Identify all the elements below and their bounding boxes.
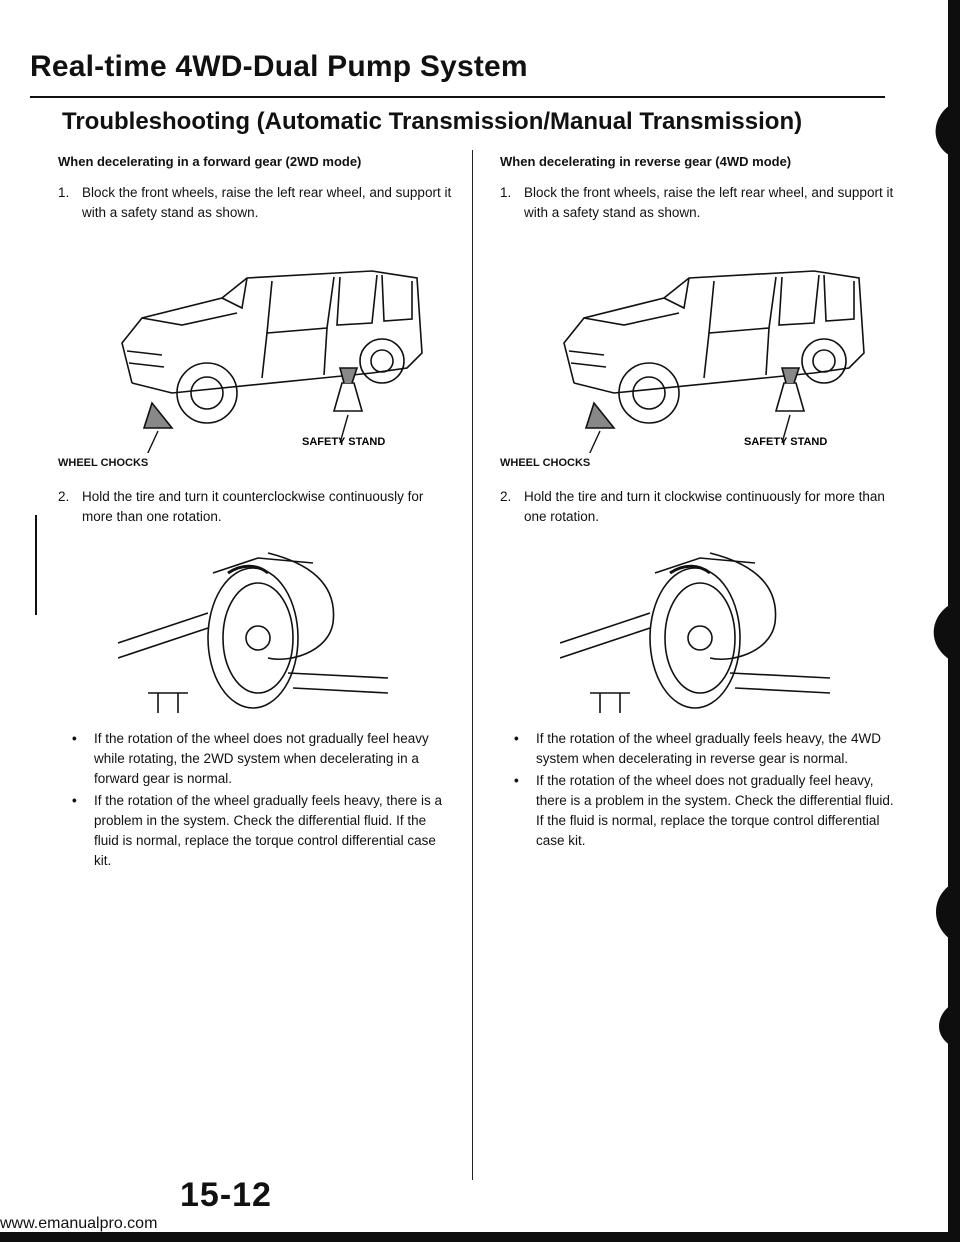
list-item: • If the rotation of the wheel does not gradually feel heavy, there is a problem in the system. Check the differential fluid. If the fluid is normal, replace the torque control differential case kit. <box>514 771 895 851</box>
left-step-2 <box>58 487 453 527</box>
step-text: Hold the tire and turn it clockwise continuously for more than one rotation. <box>524 489 885 524</box>
margin-bar <box>35 515 37 615</box>
left-bullets <box>72 729 453 871</box>
tire-illustration <box>118 553 388 713</box>
wheel-chocks-label: WHEEL CHOCKS <box>500 457 591 469</box>
page-bottom-bar <box>0 1232 960 1242</box>
right-heading: When decelerating in reverse gear (4WD mode) <box>500 154 792 169</box>
step-number: 1. <box>500 185 512 200</box>
bullet-icon: • <box>514 773 519 788</box>
right-column <box>500 150 895 853</box>
left-step-1 <box>58 183 453 223</box>
list-item: • If the rotation of the wheel gradually feels heavy, the 4WD system when decelerating in reverse gear is normal. <box>514 729 895 769</box>
step-number: 1. <box>58 185 70 200</box>
title-rule <box>30 96 885 98</box>
tire-illustration <box>560 553 830 713</box>
step-text: Block the front wheels, raise the left rear wheel, and support it with a safety stand as shown. <box>82 185 452 220</box>
list-item: • If the rotation of the wheel gradually feels heavy, there is a problem in the system. Check the differential fluid. If the fluid is normal, replace the torque control differential case kit. <box>72 791 453 871</box>
page-edge-strip <box>900 0 960 1242</box>
suv-illustration <box>564 271 864 428</box>
bullet-icon: • <box>72 793 77 808</box>
step-text: Hold the tire and turn it counterclockwise continuously for more than one rotation. <box>82 489 424 524</box>
footer-url: www.emanualpro.com <box>0 1215 158 1232</box>
section-subtitle: Troubleshooting (Automatic Transmission/Manual Transmission) <box>62 108 803 135</box>
step-text: Block the front wheels, raise the left rear wheel, and support it with a safety stand as shown. <box>524 185 894 220</box>
suv-on-stand-figure <box>72 233 432 453</box>
left-heading: When decelerating in a forward gear (2WD mode) <box>58 154 362 169</box>
step-number: 2. <box>58 489 70 504</box>
page-title: Real-time 4WD-Dual Pump System <box>30 50 528 83</box>
safety-stand-label: SAFETY STAND <box>744 436 828 448</box>
page-number: 15-12 <box>180 1176 272 1214</box>
right-step-2 <box>500 487 895 527</box>
left-column <box>58 150 453 873</box>
bullet-icon: • <box>514 731 519 746</box>
step-number: 2. <box>500 489 512 504</box>
list-item: • If the rotation of the wheel does not gradually feel heavy while rotating, the 2WD system when decelerating in a forward gear is normal. <box>72 729 453 789</box>
safety-stand-label: SAFETY STAND <box>302 436 386 448</box>
right-step-1 <box>500 183 895 223</box>
suv-on-stand-figure <box>514 233 874 453</box>
suv-illustration <box>122 271 422 428</box>
bullet-icon: • <box>72 731 77 746</box>
leader-line <box>134 431 158 453</box>
wheel-chocks-label: WHEEL CHOCKS <box>58 457 149 469</box>
column-divider <box>472 150 473 1180</box>
tire-rotation-figure <box>560 543 840 713</box>
tire-rotation-figure <box>118 543 398 713</box>
right-bullets <box>514 729 895 851</box>
leader-line <box>576 431 600 453</box>
